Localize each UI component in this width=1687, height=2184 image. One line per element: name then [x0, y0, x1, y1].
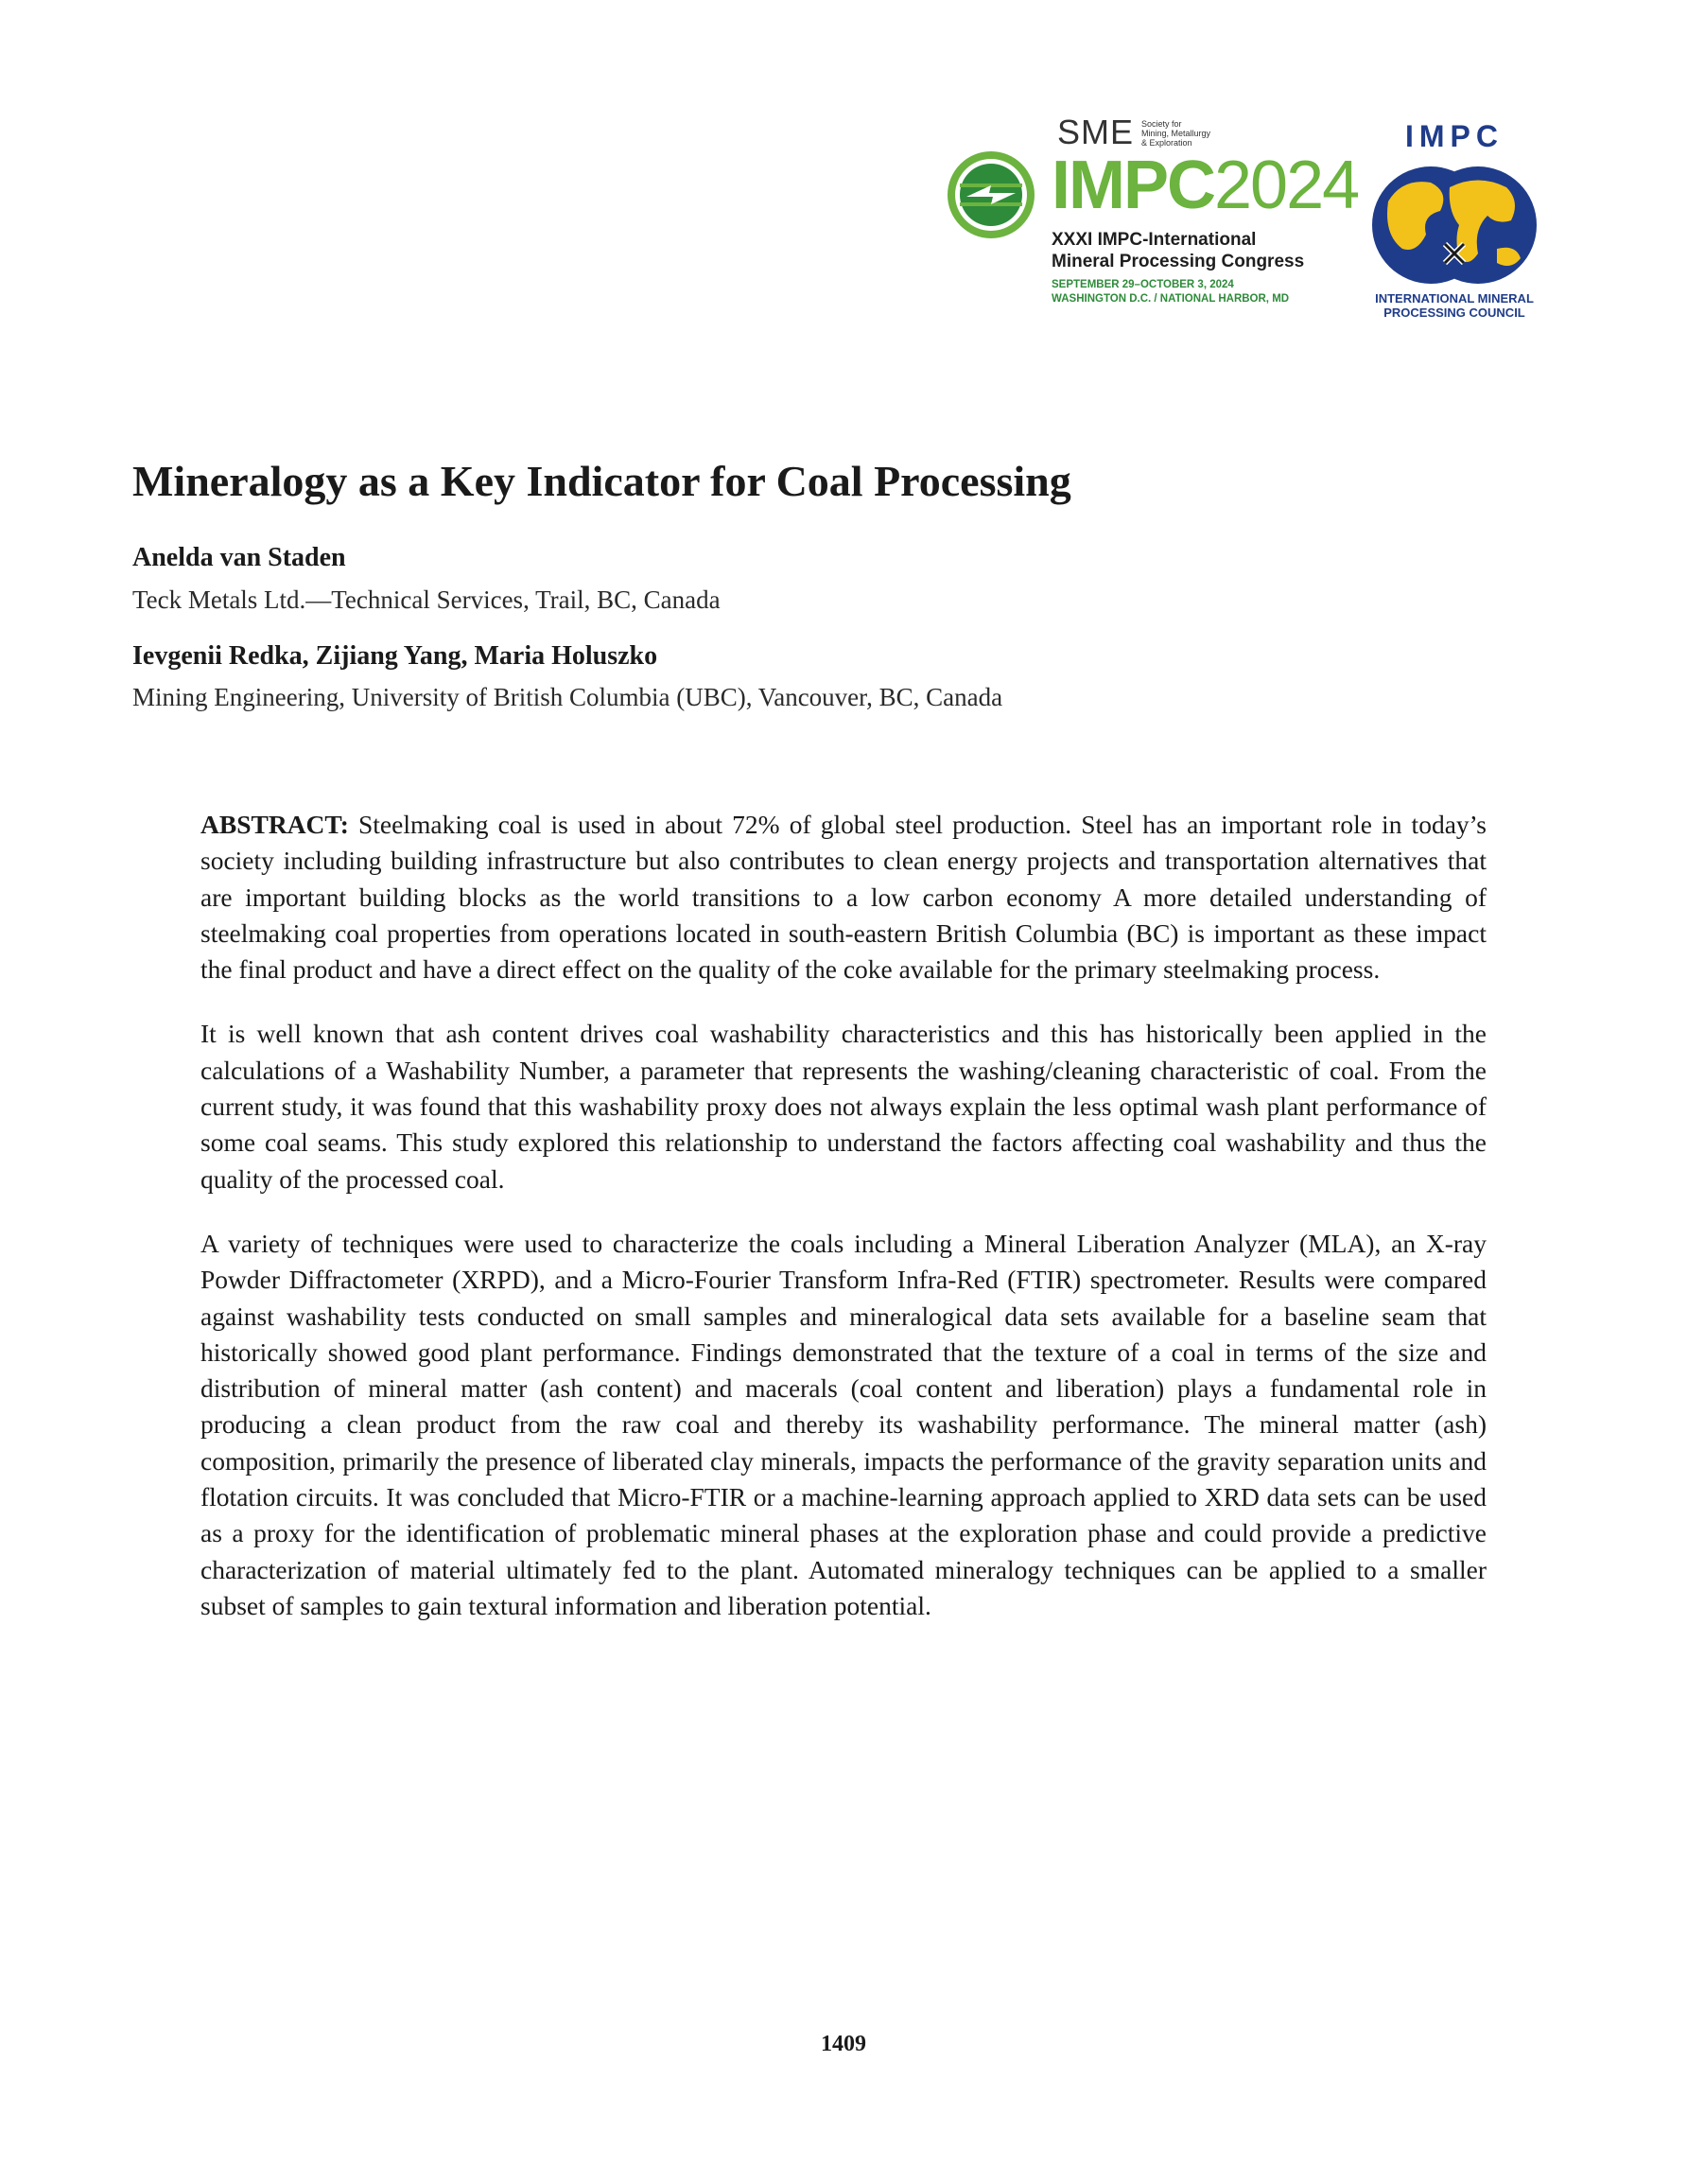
abstract-paragraph-1: ABSTRACT: Steelmaking coal is used in about 72% of global steel production. Steel has an important role in today’s society including building infrastructure but also contributes to clean energy projects and transportation alternatives that are important building blocks as the world transitions to a low carbon economy A more detailed understanding of steelmaking coal properties from operations located in south-eastern British Columbia (BC) is important as these impact the final product and have a direct effect on the quality of the coke available for the primary steelmaking process.: [200, 810, 1487, 985]
abstract-label: ABSTRACT:: [200, 810, 349, 839]
council-acronym: IMPC: [1405, 119, 1504, 153]
sme-wordmark: SME: [1057, 113, 1135, 151]
impc-council-logo: [1365, 121, 1573, 329]
author-line-1: Anelda van Staden: [132, 543, 346, 572]
congress-name: XXXI IMPC-International Mineral Processing Congress: [1052, 230, 1305, 271]
globe-icon: [1365, 159, 1544, 291]
impc2024-logo: [946, 113, 1359, 323]
congress-dates: SEPTEMBER 29–OCTOBER 3, 2024 WASHINGTON D.C. / NATIONAL HARBOR, MD: [1052, 279, 1290, 305]
sme-tagline: Society for Mining, Metallurgy & Exploration: [1141, 119, 1211, 148]
impc2024-wordmark: IMPC2024: [1052, 148, 1359, 223]
abstract-paragraph-2: It is well known that ash content drives coal washability characteristics and this has historically been applied in the calculations of a Washability Number, a parameter that represents the washing/cleaning characteristic of coal. From the current study, it was found that this washability proxy does not always explain the less optimal wash plant performance of some coal seams. This study explored this relationship to understand the factors affecting coal washability and thus the quality of the processed coal.: [200, 1019, 1487, 1194]
impc-green-badge-icon: [946, 149, 1036, 240]
affiliation-line-1: Teck Metals Ltd.—Technical Services, Trail, BC, Canada: [132, 585, 721, 614]
page-number: 1409: [821, 2032, 866, 2056]
author-line-2: Ievgenii Redka, Zijiang Yang, Maria Holuszko: [132, 641, 658, 671]
affiliation-line-2: Mining Engineering, University of British Columbia (UBC), Vancouver, BC, Canada: [132, 683, 1003, 711]
sme-logo: [1057, 115, 1226, 149]
abstract-paragraph-3: A variety of techniques were used to characterize the coals including a Mineral Liberation Analyzer (MLA), an X-ray Powder Diffractometer (XRPD), and a Micro-Fourier Transform Infra-Red (FTIR) spectrometer. Results were compared against washability tests conducted on small samples and mineralogical data sets available for a baseline seam that historically showed good plant performance. Findings demonstrated that the texture of a coal in terms of the size and distribution of mineral matter (ash content) and macerals (coal content and liberation) plays a fundamental role in producing a clean product from the raw coal and thereby its washability performance. The mineral matter (ash) composition, primarily the presence of liberated clay minerals, impacts the performance of the gravity separation units and flotation circuits. It was concluded that Micro-FTIR or a machine-learning approach applied to XRD data sets can be used as a proxy for the identification of problematic mineral phases at the exploration phase and could provide a predictive characterization of material ultimately fed to the plant. Automated mineralogy techniques can be applied to a smaller subset of samples to gain textural information and liberation potential.: [200, 1228, 1487, 1620]
council-name: INTERNATIONAL MINERAL PROCESSING COUNCIL: [1375, 291, 1534, 320]
abstract: [200, 807, 1487, 1652]
paper-title: Mineralogy as a Key Indicator for Coal Processing: [132, 457, 1071, 505]
